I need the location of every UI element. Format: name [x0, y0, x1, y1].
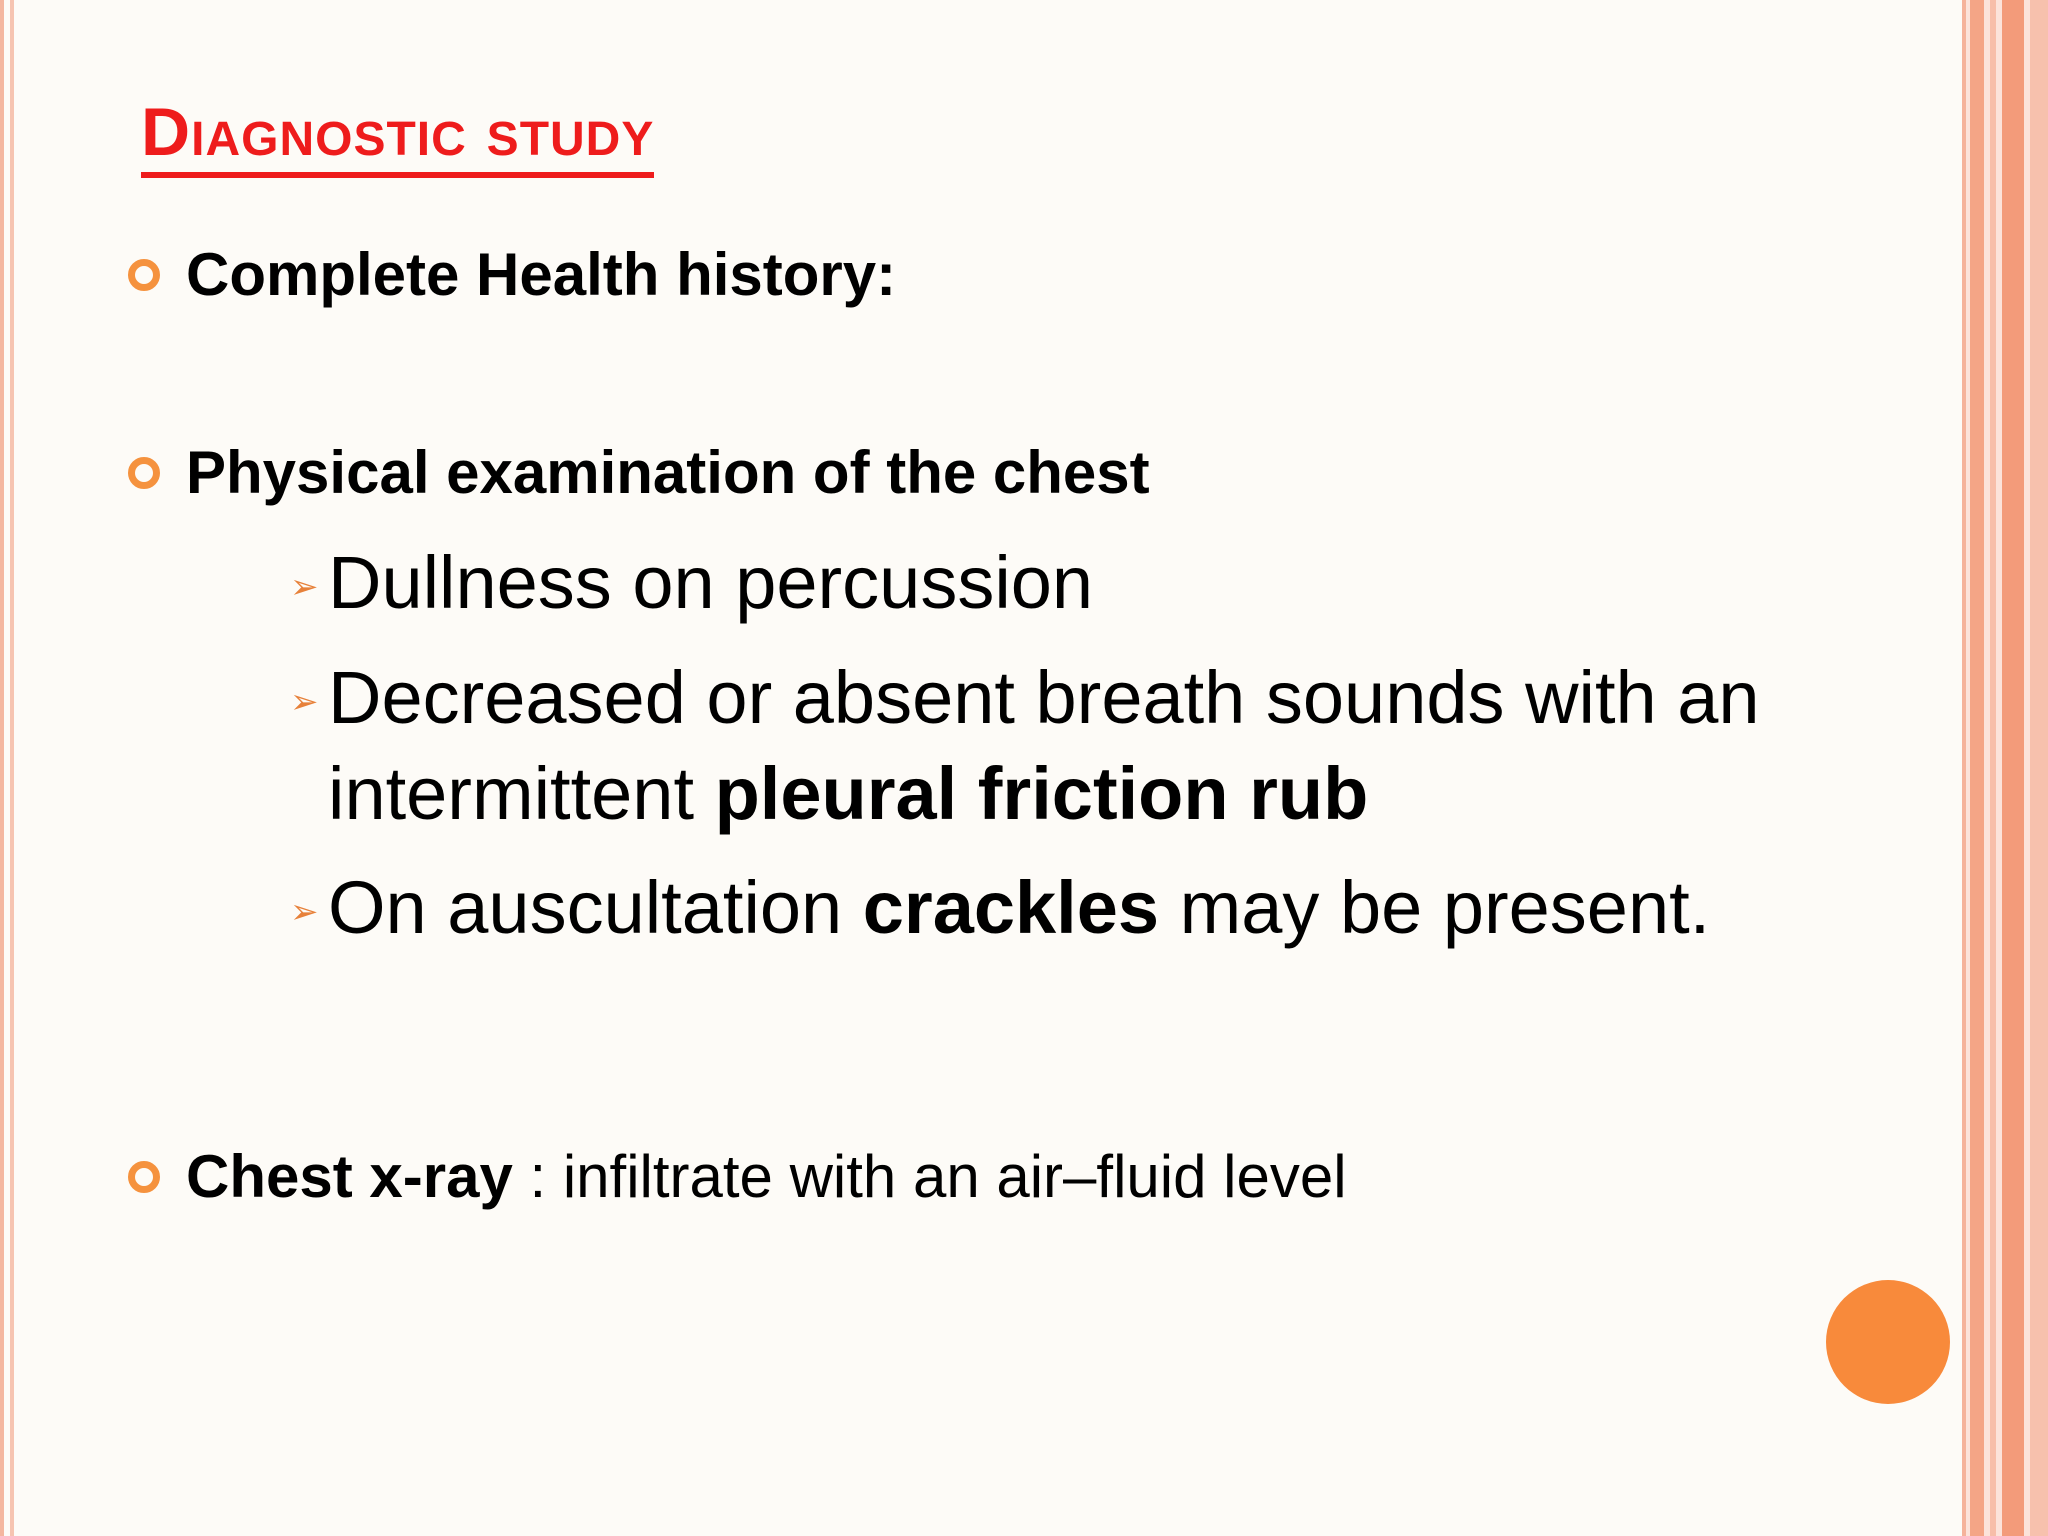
bullet-text: [186, 438, 1150, 508]
bullet-text: [186, 1142, 1347, 1212]
right-stripe: [1962, 0, 1966, 1536]
sub-bullet-text-part: On auscultation: [328, 866, 863, 949]
sub-bullet-text: [328, 860, 1710, 956]
bullet-rest-text: : infiltrate with an air–fluid level: [512, 1143, 1347, 1210]
sub-bullet-bold-text: crackles: [862, 866, 1160, 949]
right-stripe: [2030, 0, 2048, 1536]
right-stripe: [1990, 0, 1996, 1536]
left-border-line: [0, 0, 4, 1536]
sub-bullet-item: [290, 535, 1093, 631]
sub-bullet-bold-text: pleural friction rub: [714, 752, 1369, 835]
right-stripe: [2002, 0, 2024, 1536]
bullet-bold-text: Complete Health history:: [186, 241, 897, 308]
sub-bullet-text-part: may be present.: [1159, 866, 1711, 949]
sub-bullet-item: [290, 650, 1760, 842]
sub-bullet-text-part: intermittent: [328, 752, 715, 835]
bullet-item: [128, 240, 896, 310]
arrow-bullet-icon: ➢: [290, 568, 319, 606]
slide-title: Diagnostic study: [141, 92, 654, 178]
bullet-bold-text: Physical examination of the chest: [186, 439, 1150, 506]
arrow-bullet-icon: ➢: [290, 893, 319, 931]
bullet-item: [128, 1142, 1347, 1212]
bullet-item: [128, 438, 1150, 508]
sub-bullet-text-part: Decreased or absent breath sounds with an: [328, 656, 1760, 739]
left-border-line-inner: [10, 0, 14, 1536]
sub-bullet-text: [328, 650, 1760, 842]
decorative-circle: [1826, 1280, 1950, 1404]
ring-bullet-icon: [128, 1161, 160, 1193]
right-stripe: [1970, 0, 1984, 1536]
sub-bullet-text-part: Dullness on percussion: [328, 541, 1094, 624]
sub-bullet-text: [328, 535, 1093, 631]
ring-bullet-icon: [128, 457, 160, 489]
bullet-text: [186, 240, 896, 310]
arrow-bullet-icon: ➢: [290, 683, 319, 721]
ring-bullet-icon: [128, 259, 160, 291]
sub-bullet-item: [290, 860, 1710, 956]
bullet-bold-text: Chest x-ray: [186, 1143, 513, 1210]
